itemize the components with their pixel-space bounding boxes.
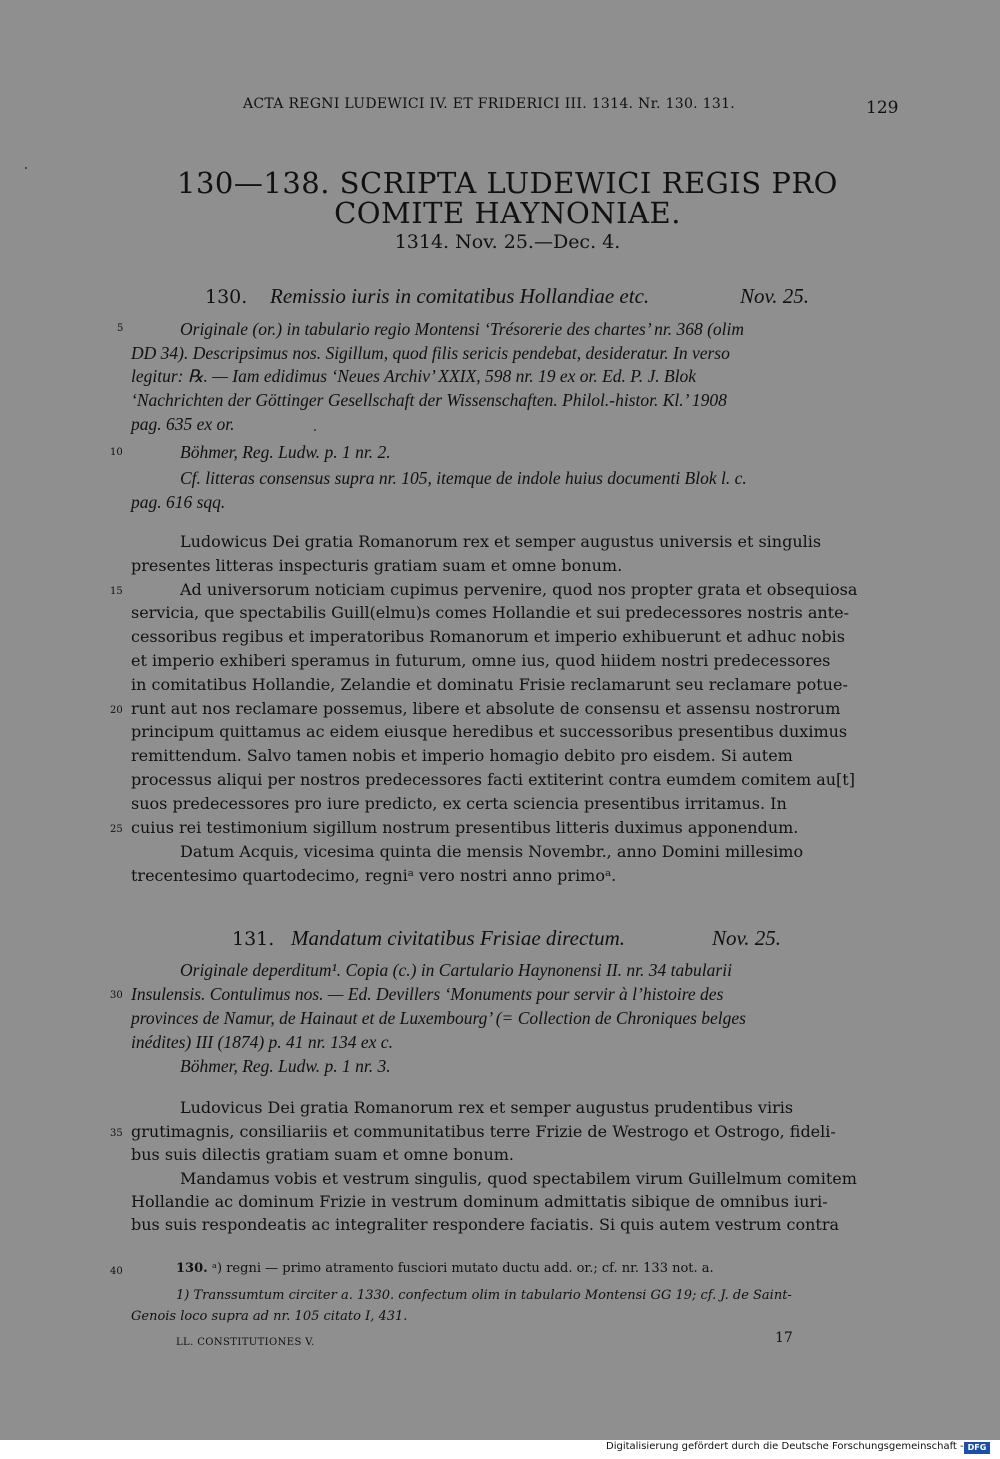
footnote-1-line2: Genois loco supra ad nr. 105 citato I, 431. bbox=[131, 1309, 408, 1324]
doc130-number: 130. bbox=[205, 286, 248, 308]
doc131-text-line: Ludovicus Dei gratia Romanorum rex et semper augustus prudentibus viris bbox=[180, 1098, 794, 1117]
scan-speck bbox=[314, 429, 316, 431]
doc130-text-line: remittendum. Salvo tamen nobis et imperio homagio debito pro eisdem. Si autem bbox=[131, 746, 793, 765]
doc130-apparatus-line: legitur: ℞. — Iam edidimus ‘Neues Archiv’ XXIX, 598 nr. 19 ex or. Ed. P. J. Blok bbox=[131, 366, 697, 386]
footnote-label: 130. bbox=[176, 1261, 208, 1276]
doc130-apparatus-line: DD 34). Descripsimus nos. Sigillum, quod filis sericis pendebat, desideratur. In verso bbox=[131, 343, 730, 363]
running-head: ACTA REGNI LUDEWICI IV. ET FRIDERICI III. 1314. Nr. 130. 131. bbox=[243, 96, 736, 112]
doc130-apparatus-line: Böhmer, Reg. Ludw. p. 1 nr. 2. bbox=[180, 442, 391, 462]
doc131-text-line: grutimagnis, consiliariis et communitatibus terre Frizie de Westrogo et Ostrogo, fideli- bbox=[131, 1122, 836, 1141]
doc130-apparatus-line: pag. 635 ex or. bbox=[131, 414, 235, 434]
line-number: 25 bbox=[110, 824, 123, 835]
doc131-text-line: Mandamus vobis et vestrum singulis, quod spectabilem virum Guillelmum comitem bbox=[180, 1169, 857, 1188]
section-date: 1314. Nov. 25.—Dec. 4. bbox=[394, 231, 621, 253]
doc130-text-line: cessoribus regibus et imperatoribus Romanorum et imperio exhibuerunt et adhuc nobis bbox=[131, 627, 845, 646]
footnote-1-line1: 1) Transsumtum circiter a. 1330. confectum olim in tabulario Montensi GG 19; cf. J. de Saint- bbox=[176, 1288, 792, 1303]
doc130-text-line: in comitatibus Hollandie, Zelandie et dominatu Frisie reclamarunt seu reclamare potue- bbox=[131, 675, 848, 694]
doc130-apparatus-line: Originale (or.) in tabulario regio Montensi ‘Trésorerie des chartes’ nr. 368 (olim bbox=[180, 319, 745, 339]
doc130-text-line: trecentesimo quartodecimo, regniᵃ vero nostri anno primoᵃ. bbox=[131, 866, 617, 885]
line-number: 20 bbox=[110, 705, 123, 716]
line-number: 40 bbox=[110, 1266, 123, 1277]
page-number: 129 bbox=[866, 98, 899, 118]
section-title-line1: 130—138. SCRIPTA LUDEWICI REGIS PRO bbox=[177, 166, 838, 200]
doc130-text-line: Ad universorum noticiam cupimus pervenire, quod nos propter grata et obsequiosa bbox=[180, 580, 858, 599]
doc130-apparatus-line: pag. 616 sqq. bbox=[131, 492, 226, 512]
doc130-text-line: principum quittamus ac eidem eiusque heredibus et successoribus presentibus duximus bbox=[131, 722, 848, 741]
doc131-apparatus-line: Originale deperditum¹. Copia (c.) in Cartulario Haynonensi II. nr. 34 tabularii bbox=[180, 960, 732, 980]
digitization-footer: Digitalisierung gefördert durch die Deutsche Forschungsgemeinschaft - bbox=[606, 1441, 964, 1452]
doc130-title: Remissio iuris in comitatibus Hollandiae etc. bbox=[270, 284, 650, 308]
line-number: 15 bbox=[110, 586, 123, 597]
doc130-text-line: servicia, que spectabilis Guill(elmu)s comes Hollandie et sui predecessores nostris ante- bbox=[131, 603, 849, 622]
doc131-apparatus-line: Böhmer, Reg. Ludw. p. 1 nr. 3. bbox=[180, 1056, 391, 1076]
doc131-text-line: bus suis respondeatis ac integraliter respondere faciatis. Si quis autem vestrum contra bbox=[131, 1215, 840, 1234]
doc130-text-line: runt aut nos reclamare possemus, libere et absolute de consensu et assensu nostrorum bbox=[131, 699, 841, 718]
line-number: 10 bbox=[110, 447, 123, 458]
doc130-apparatus-line: ‘Nachrichten der Göttinger Gesellschaft der Wissenschaften. Philol.-histor. Kl.’ 1908 bbox=[131, 390, 727, 410]
doc130-text-line: processus aliqui per nostros predecessores facti extiterint contra eumdem comitem au[t] bbox=[131, 770, 855, 789]
dfg-logo: DFG bbox=[964, 1442, 990, 1454]
doc131-title: Mandatum civitatibus Frisiae directum. bbox=[291, 926, 626, 950]
doc131-apparatus-line: Insulensis. Contulimus nos. — Ed. Devillers ‘Monuments pour servir à l’histoire des bbox=[131, 984, 724, 1004]
doc131-text-line: bus suis dilectis gratiam suam et omne bonum. bbox=[131, 1145, 514, 1164]
doc131-text-line: Hollandie ac dominum Frizie in vestrum dominum admittatis sibique de omnibus iuri- bbox=[131, 1192, 828, 1211]
doc130-apparatus-line: Cf. litteras consensus supra nr. 105, itemque de indole huius documenti Blok l. c. bbox=[180, 468, 747, 488]
doc131-apparatus-line: provinces de Namur, de Hainaut et de Luxembourg’ (= Collection de Chroniques belges bbox=[131, 1008, 746, 1028]
line-number: 35 bbox=[110, 1128, 123, 1139]
signature-number: 17 bbox=[775, 1330, 793, 1346]
signature-mark: LL. CONSTITUTIONES V. bbox=[176, 1337, 315, 1348]
doc130-text-line: presentes litteras inspecturis gratiam suam et omne bonum. bbox=[131, 556, 623, 575]
line-number: 5 bbox=[117, 323, 124, 334]
doc130-text-line: suos predecessores pro iure predicto, ex certa sciencia presentibus irritamus. In bbox=[131, 794, 787, 813]
line-number: 30 bbox=[110, 990, 123, 1001]
footnote-a: ᵃ) regni — primo atramento fusciori mutato ductu add. or.; cf. nr. 133 not. a. bbox=[212, 1261, 714, 1276]
doc131-number: 131. bbox=[232, 928, 275, 950]
doc130-text-line: Ludowicus Dei gratia Romanorum rex et semper augustus universis et singulis bbox=[180, 532, 822, 551]
doc130-date: Nov. 25. bbox=[740, 284, 810, 308]
scan-speck bbox=[25, 167, 27, 169]
doc130-text-line: Datum Acquis, vicesima quinta die mensis Novembr., anno Domini millesimo bbox=[180, 842, 804, 861]
section-title-line2: COMITE HAYNONIAE. bbox=[334, 196, 681, 230]
doc130-text-line: cuius rei testimonium sigillum nostrum presentibus litteris duximus apponendum. bbox=[131, 818, 799, 837]
doc131-apparatus-line: inédites) III (1874) p. 41 nr. 134 ex c. bbox=[131, 1032, 393, 1052]
doc131-date: Nov. 25. bbox=[712, 926, 782, 950]
doc130-text-line: et imperio exhiberi speramus in futurum, omne ius, quod hiidem nostri predecessores bbox=[131, 651, 831, 670]
